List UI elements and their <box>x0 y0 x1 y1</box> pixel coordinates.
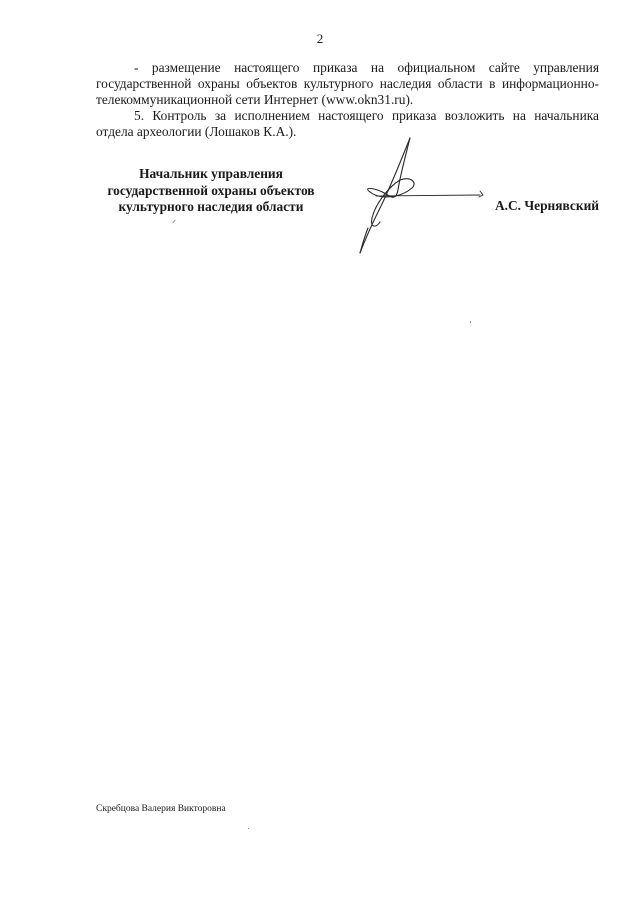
position-line-3: культурного наследия области <box>118 199 304 214</box>
signer-name: А.С. Чернявский <box>494 198 599 213</box>
scan-speck <box>248 828 249 829</box>
paragraph-publication: - размещение настоящего приказа на официальном сайте управления государственной охраны объектов культурного наследия области в информационно-телекоммуникационной сети Интернет (www.okn31.ru). <box>96 60 599 107</box>
signatory-position <box>96 166 326 216</box>
handwritten-signature <box>340 128 500 258</box>
executor-name: Скребцова Валерия Викторовна <box>96 804 226 814</box>
scan-speck <box>172 220 175 224</box>
position-line-2: государственной охраны объектов <box>107 182 315 198</box>
position-line-1: Начальник управления <box>139 166 283 181</box>
paragraph-control: 5. Контроль за исполнением настоящего приказа возложить на начальника отдела археологии (Лошаков К.А.). <box>96 108 599 139</box>
page-number: 2 <box>316 31 324 46</box>
scan-speck <box>470 321 471 323</box>
